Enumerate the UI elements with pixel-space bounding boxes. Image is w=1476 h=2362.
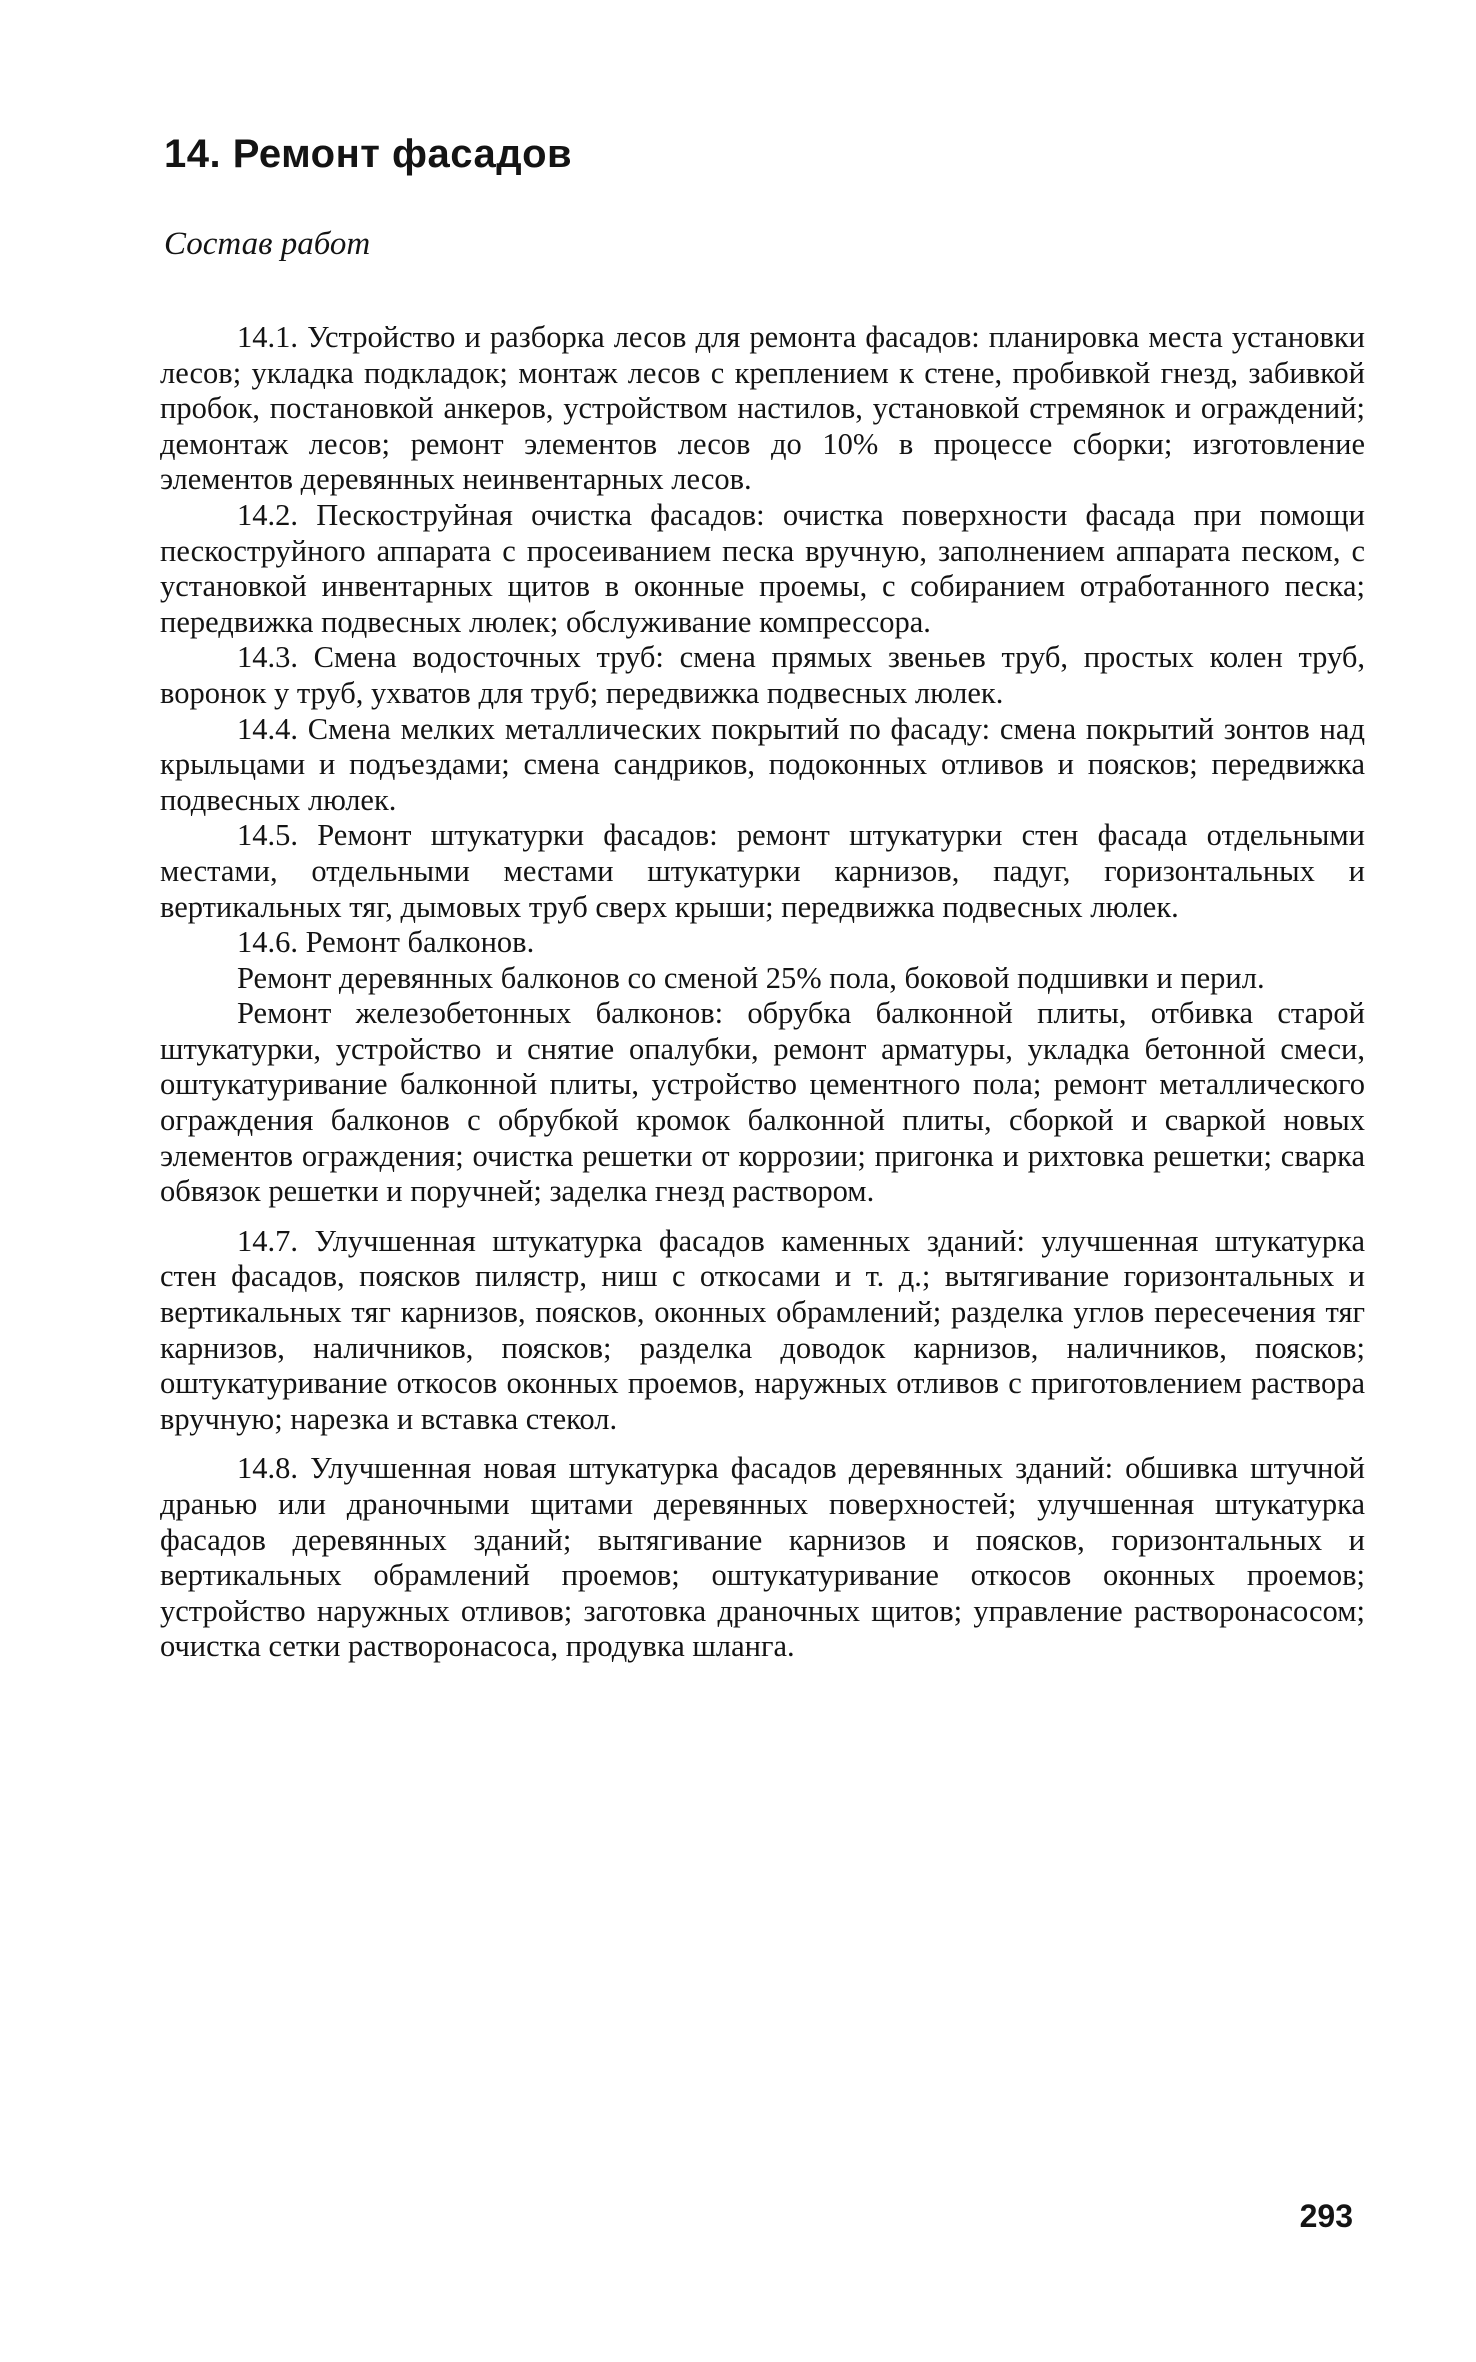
paragraph-14-1: 14.1. Устройство и разборка лесов для ремонта фасадов: планировка места установки лесов; укладка подкладок; монтаж лесов с креплением к стене, пробивкой гнезд, забивкой пробок, постановкой анкеров, устройством настилов, установкой стремянок и ограждений; демонтаж лесов; ремонт элементов лесов до 10% в процессе сборки; изготовление элементов деревянных неинвентарных лесов. (160, 320, 1365, 497)
paragraph-14-8: 14.8. Улучшенная новая штукатурка фасадов деревянных зданий: обшивка штучной дранью или драночными щитами деревянных поверхностей; улучшенная штукатурка фасадов деревянных зданий; вытягивание карнизов и поясков, горизонтальных и вертикальных обрамлений проемов; оштукатуривание откосов оконных проемов; устройство наружных отливов; заготовка драночных щитов; управление растворонасосом; очистка сетки растворонасоса, продувка шланга. (160, 1451, 1365, 1664)
document-page (160, 130, 1365, 1665)
page-number: 293 (1299, 2198, 1353, 2234)
paragraph-wooden-balconies: Ремонт деревянных балконов со сменой 25% пола, боковой подшивки и перил. (237, 960, 1265, 995)
paragraph-14-3: 14.3. Смена водосточных труб: смена прямых звеньев труб, простых колен труб, воронок у труб, ухватов для труб; передвижка подвесных люлек. (160, 640, 1365, 710)
paragraph-14-4: 14.4. Смена мелких металлических покрытий по фасаду: смена покрытий зонтов над крыльцами и подъездами; смена сандриков, подоконных отливов и поясков; передвижка подвесных люлек. (160, 711, 1365, 817)
paragraph-14-5: 14.5. Ремонт штукатурки фасадов: ремонт штукатурки стен фасада отдельными местами, отдельными местами штукатурки карнизов, падуг, горизонтальных и вертикальных тяг, дымовых труб сверх крыши; передвижка подвесных люлек. (160, 818, 1365, 924)
paragraph-concrete-balconies: Ремонт железобетонных балконов: обрубка балконной плиты, отбивка старой штукатурки, устройство и снятие опалубки, ремонт арматуры, укладка бетонной смеси, оштукатуривание балконной плиты, устройство цементного пола; ремонт металлического ограждения балконов с обрубкой кромок балконной плиты, сборкой и сваркой новых элементов ограждения; очистка решетки от коррозии; пригонка и рихтовка решетки; сварка обвязок решетки и поручней; заделка гнезд раствором. (160, 996, 1365, 1209)
section-subtitle: Состав работ (164, 226, 371, 262)
paragraph-14-6: 14.6. Ремонт балконов. (237, 925, 535, 960)
paragraph-14-7: 14.7. Улучшенная штукатурка фасадов каменных зданий: улучшенная штукатурка стен фасадов, поясков пилястр, ниш с откосами и т. д.; вытягивание горизонтальных и вертикальных тяг карнизов, поясков, оконных обрамлений; разделка углов пересечения тяг карнизов, наличников, поясков; разделка доводок карнизов, наличников, поясков; оштукатуривание откосов оконных проемов, наружных отливов с приготовлением раствора вручную; нарезка и вставка стекол. (160, 1223, 1365, 1436)
paragraph-14-2: 14.2. Пескоструйная очистка фасадов: очистка поверхности фасада при помощи пескоструйного аппарата с просеиванием песка вручную, заполнением аппарата песком, с установкой инвентарных щитов в оконные проемы, с собиранием отработанного песка; передвижка подвесных люлек; обслуживание компрессора. (160, 497, 1365, 639)
section-title: 14. Ремонт фасадов (164, 132, 573, 176)
